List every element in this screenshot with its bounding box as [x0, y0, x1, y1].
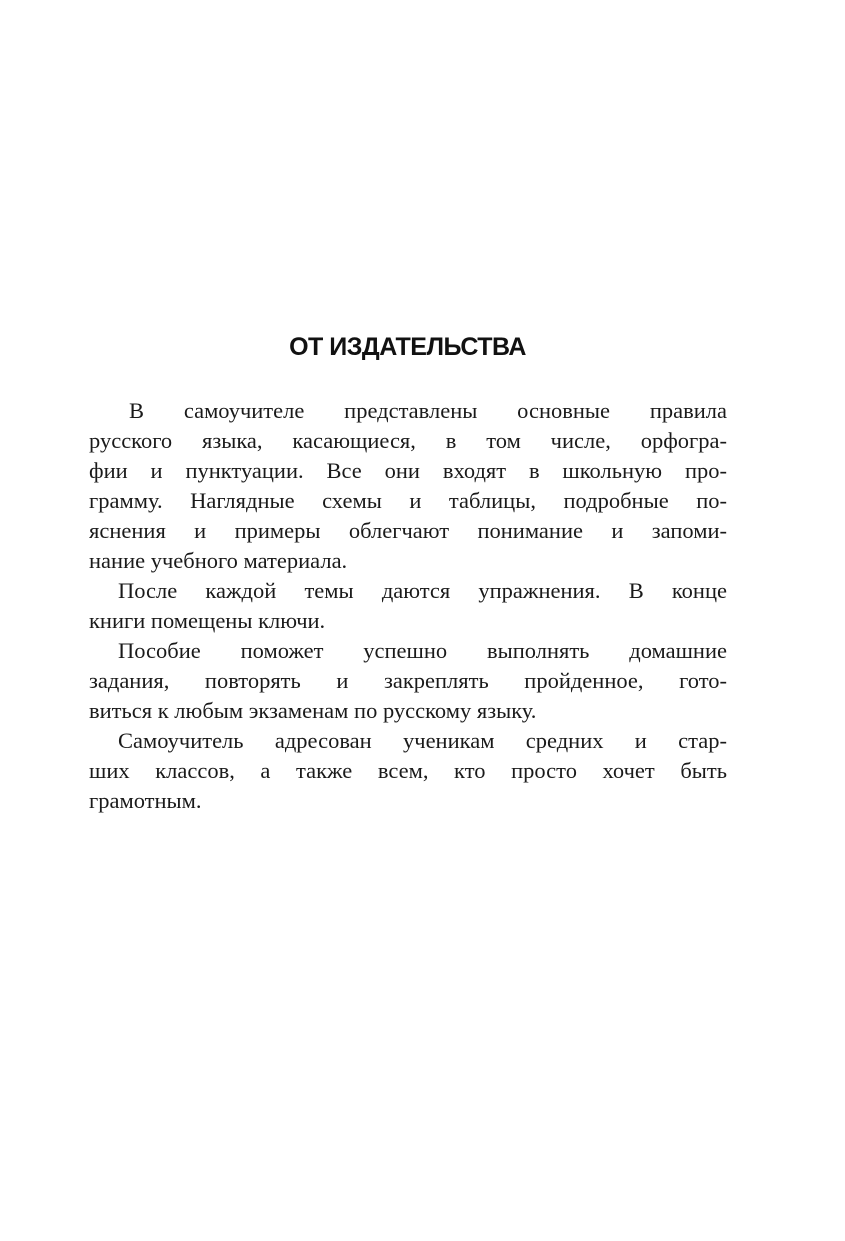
text-line: яснения и примеры облегчают понимание и запоми- — [89, 518, 727, 543]
text-line: русского языка, касающиеся, в том числе, орфогра- — [89, 428, 727, 453]
paragraph-1 — [89, 396, 727, 576]
text-line: Пособие поможет успешно выполнять домашние — [118, 638, 727, 663]
paragraph-2 — [89, 576, 727, 636]
text-line: книги помещены ключи. — [89, 608, 326, 633]
text-line: задания, повторять и закреплять пройденное, гото- — [89, 668, 727, 693]
paragraph-3 — [89, 636, 727, 726]
body-text — [89, 396, 727, 816]
text-line: грамотным. — [89, 788, 202, 813]
text-line: После каждой темы даются упражнения. В конце — [118, 578, 727, 603]
text-line: ших классов, а также всем, кто просто хочет быть — [89, 758, 727, 783]
text-line: фии и пунктуации. Все они входят в школьную про- — [89, 458, 727, 483]
page-title: ОТ ИЗДАТЕЛЬСТВА — [289, 333, 526, 361]
text-line: Самоучитель адресован ученикам средних и стар- — [118, 728, 727, 753]
text-line: нание учебного материала. — [89, 548, 348, 573]
paragraph-4 — [89, 726, 727, 816]
text-line: В самоучителе представлены основные правила — [129, 398, 727, 423]
text-line: грамму. Наглядные схемы и таблицы, подробные по- — [89, 488, 727, 513]
text-line: виться к любым экзаменам по русскому языку. — [89, 698, 537, 723]
